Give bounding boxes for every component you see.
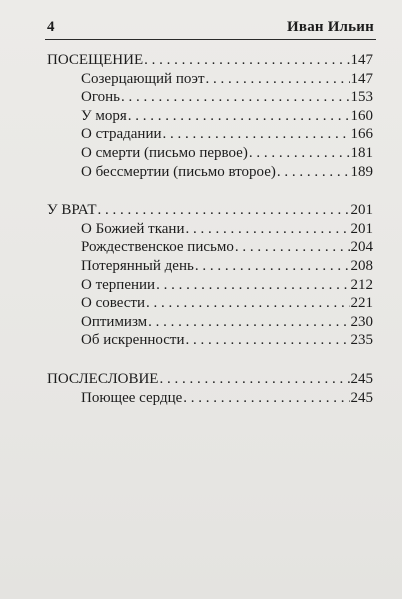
dot-leader	[195, 257, 350, 276]
section-title: У ВРАТ	[47, 202, 97, 219]
entry-title: О смерти (письмо первое)	[81, 144, 248, 161]
entry-title: Огонь	[81, 89, 120, 106]
toc-section-heading	[47, 370, 373, 389]
toc-entry	[47, 238, 373, 257]
dot-leader	[148, 313, 349, 332]
entry-page: 147	[350, 70, 373, 87]
dot-leader	[235, 238, 350, 257]
toc-entry	[47, 163, 373, 182]
entry-title: О терпении	[81, 276, 156, 293]
toc-entry	[47, 107, 373, 126]
entry-page: 189	[350, 163, 373, 180]
entry-title: Поющее сердце	[81, 389, 183, 406]
entry-title: Об искренности	[81, 332, 185, 349]
author-name: Иван Ильин	[287, 19, 374, 35]
toc-section-heading	[47, 51, 373, 70]
toc-entry	[47, 70, 373, 89]
running-head	[47, 14, 374, 36]
entry-page: 181	[350, 144, 373, 161]
entry-page: 204	[350, 239, 373, 256]
entry-title: О Божией ткани	[81, 220, 185, 237]
entry-page: 166	[350, 126, 373, 143]
section-title: ПОСЕЩЕНИЕ	[47, 52, 144, 68]
dot-leader	[156, 276, 349, 295]
toc-entry	[47, 331, 373, 350]
entry-title: Оптимизм	[81, 313, 148, 330]
header-rule	[45, 39, 376, 40]
entry-page: 221	[350, 295, 373, 312]
dot-leader	[121, 88, 350, 107]
entry-page: 153	[350, 89, 373, 106]
toc-entry	[47, 125, 373, 144]
dot-leader	[163, 125, 350, 144]
entry-title: О бессмертии (письмо второе)	[81, 163, 276, 180]
section-page: 201	[350, 202, 373, 219]
toc-entry	[47, 276, 373, 295]
section-page: 245	[350, 370, 373, 387]
toc-section-posleslovie	[47, 370, 373, 407]
toc-section-u-vrat	[47, 201, 373, 350]
entry-title: О страдании	[81, 126, 162, 143]
toc-entry	[47, 88, 373, 107]
dot-leader	[144, 51, 349, 70]
dot-leader	[183, 389, 349, 408]
entry-page: 212	[350, 276, 373, 293]
toc-entry	[47, 220, 373, 239]
entry-page: 245	[350, 389, 373, 406]
entry-page: 160	[350, 107, 373, 124]
entry-title: У моря	[81, 107, 127, 124]
toc-entry	[47, 144, 373, 163]
dot-leader	[277, 163, 350, 182]
toc-section-heading	[47, 201, 373, 220]
entry-page: 208	[350, 257, 373, 274]
entry-title: О совести	[81, 295, 146, 312]
section-page: 147	[350, 52, 373, 68]
toc-entry	[47, 313, 373, 332]
toc-entry	[47, 294, 373, 313]
entry-page: 201	[350, 220, 373, 237]
entry-title: Рождественское письмо	[81, 239, 234, 256]
dot-leader	[146, 294, 349, 313]
entry-page: 230	[350, 313, 373, 330]
dot-leader	[186, 331, 350, 350]
dot-leader	[206, 70, 350, 89]
dot-leader	[159, 370, 349, 389]
table-of-contents	[47, 51, 373, 427]
entry-title: Созерцающий поэт	[81, 70, 205, 87]
toc-section-poseshchenie	[47, 51, 373, 181]
dot-leader	[97, 201, 349, 220]
toc-entry	[47, 389, 373, 408]
dot-leader	[128, 107, 350, 126]
entry-title: Потерянный день	[81, 257, 194, 274]
dot-leader	[185, 220, 349, 239]
section-title: ПОСЛЕСЛОВИЕ	[47, 370, 159, 387]
toc-entry	[47, 257, 373, 276]
dot-leader	[249, 144, 350, 163]
page-number: 4	[47, 19, 55, 35]
entry-page: 235	[350, 332, 373, 349]
